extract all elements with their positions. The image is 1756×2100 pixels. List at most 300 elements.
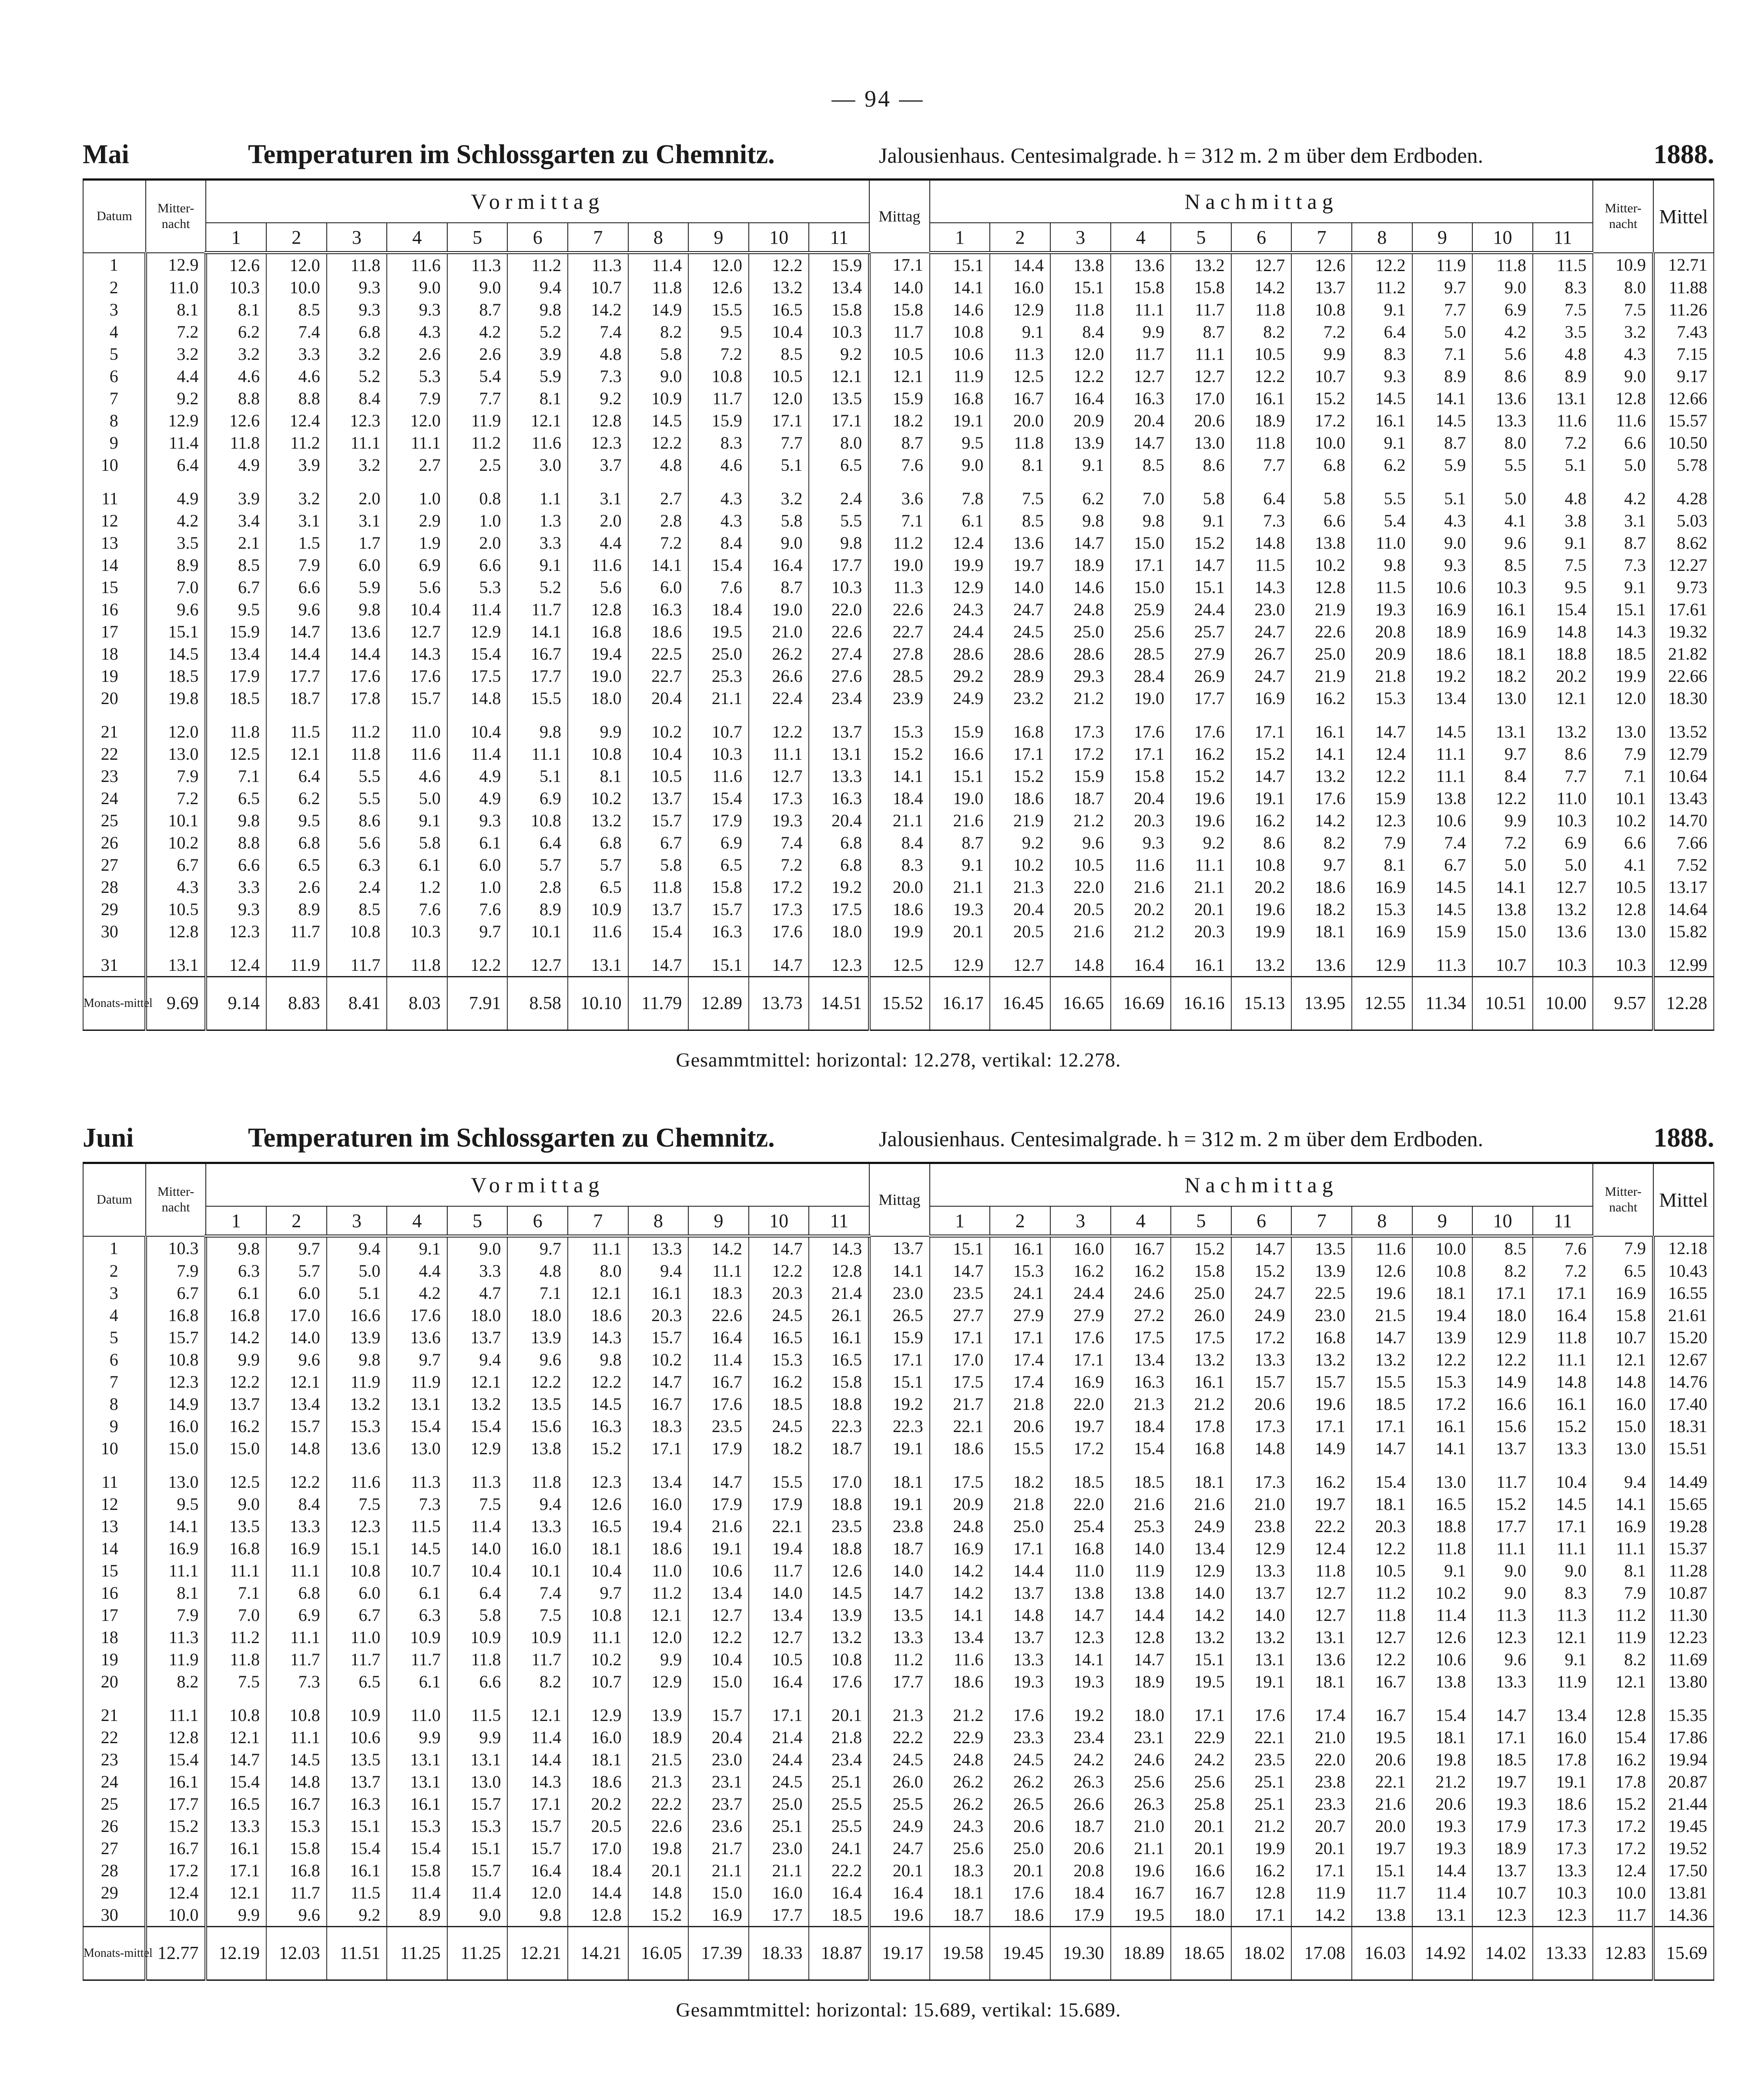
temperature-cell: 16.1 [387, 1793, 447, 1815]
temperature-cell: 16.1 [1171, 1371, 1231, 1393]
temperature-cell: 21.5 [1352, 1304, 1412, 1326]
temperature-cell: 11.6 [1352, 1236, 1412, 1260]
spacer-cell [809, 943, 869, 954]
temperature-cell: 8.4 [688, 532, 749, 554]
temperature-cell: 11.7 [387, 1648, 447, 1671]
temperature-cell: 10.1 [507, 920, 568, 943]
temperature-cell: 10.6 [930, 343, 990, 365]
spacer-cell [1231, 709, 1292, 721]
temperature-cell: 13.6 [387, 1326, 447, 1349]
temperature-cell: 16.9 [1412, 598, 1473, 621]
temperature-cell: 12.3 [568, 1471, 628, 1493]
temperature-cell: 25.0 [990, 1515, 1050, 1537]
temperature-cell: 15.4 [206, 1771, 266, 1793]
temperature-cell: 8.4 [1050, 321, 1111, 343]
temperature-cell: 21.5 [628, 1748, 689, 1771]
temperature-cell: 17.1 [1472, 1282, 1533, 1304]
temperature-cell: 21.6 [1111, 876, 1171, 898]
temperature-cell: 20.9 [930, 1493, 990, 1515]
temperature-cell: 4.6 [387, 765, 447, 787]
temperature-cell: 15.4 [1533, 598, 1593, 621]
temperature-cell: 4.6 [688, 454, 749, 476]
temperature-cell: 13.4 [1533, 1704, 1593, 1726]
temperature-cell: 25.3 [688, 665, 749, 687]
temperature-cell: 20.9 [1352, 643, 1412, 665]
temperature-cell: 18.2 [869, 409, 930, 432]
temperature-cell: 7.9 [1352, 832, 1412, 854]
temperature-cell: 16.4 [749, 1671, 809, 1693]
monthly-mean-cell: 12.28 [1653, 977, 1714, 1030]
temperature-cell: 17.1 [749, 409, 809, 432]
temperature-cell: 20.87 [1653, 1771, 1714, 1793]
temperature-cell: 17.9 [1472, 1815, 1533, 1837]
temperature-cell: 11.8 [1231, 432, 1292, 454]
temperature-table [83, 1162, 1714, 1981]
hour-header: 2 [990, 1206, 1050, 1236]
day-cell: 3 [83, 1282, 146, 1304]
temperature-cell: 11.1 [146, 1560, 206, 1582]
temperature-cell: 13.1 [387, 1393, 447, 1415]
temperature-cell: 9.5 [1533, 576, 1593, 598]
year-label: 1888. [1653, 1123, 1714, 1153]
temperature-cell: 18.6 [628, 1537, 689, 1560]
temperature-cell: 3.5 [1533, 321, 1593, 343]
temperature-cell: 14.1 [869, 1260, 930, 1282]
temperature-cell: 5.6 [1472, 343, 1533, 365]
temperature-cell: 11.2 [206, 1626, 266, 1648]
monthly-mean-cell: 14.51 [809, 977, 869, 1030]
temperature-cell: 16.2 [749, 1371, 809, 1393]
temperature-cell: 23.0 [1231, 598, 1292, 621]
temperature-cell: 18.5 [1472, 1748, 1533, 1771]
spacer-cell [628, 943, 689, 954]
temperature-cell: 10.7 [1291, 365, 1352, 387]
temperature-cell: 12.8 [568, 409, 628, 432]
temperature-cell: 8.2 [1231, 321, 1292, 343]
hour-header: 8 [1352, 1206, 1412, 1236]
temperature-cell: 5.5 [1352, 487, 1412, 510]
temperature-cell: 25.1 [809, 1771, 869, 1793]
temperature-cell: 2.0 [327, 487, 387, 510]
monthly-mean-cell: 9.57 [1593, 977, 1653, 1030]
temperature-cell: 25.6 [1171, 1771, 1231, 1793]
spacer-cell [1653, 943, 1714, 954]
temperature-cell: 9.2 [146, 387, 206, 409]
table-row [83, 621, 1714, 643]
temperature-cell: 13.4 [809, 276, 869, 299]
temperature-cell: 16.1 [1171, 954, 1231, 977]
temperature-cell: 16.3 [1111, 387, 1171, 409]
spacer-cell [1352, 1693, 1412, 1704]
temperature-cell: 8.1 [146, 299, 206, 321]
temperature-cell: 13.7 [990, 1626, 1050, 1648]
temperature-cell: 16.4 [507, 1859, 568, 1882]
temperature-cell: 22.0 [1291, 1748, 1352, 1771]
temperature-cell: 15.9 [869, 1326, 930, 1349]
temperature-cell: 19.3 [1352, 598, 1412, 621]
hour-header: 10 [1472, 1206, 1533, 1236]
day-cell: 17 [83, 621, 146, 643]
spacer-cell [1533, 943, 1593, 954]
temperature-cell: 18.0 [809, 920, 869, 943]
temperature-cell: 11.3 [146, 1626, 206, 1648]
temperature-cell: 7.2 [628, 532, 689, 554]
temperature-cell: 10.8 [146, 1349, 206, 1371]
temperature-cell: 18.7 [869, 1537, 930, 1560]
temperature-cell: 21.6 [1050, 920, 1111, 943]
temperature-cell: 13.4 [688, 1582, 749, 1604]
monthly-mean-cell: 16.69 [1111, 977, 1171, 1030]
temperature-cell: 11.5 [1231, 554, 1292, 576]
temperature-cell: 10.7 [688, 721, 749, 743]
temperature-cell: 12.7 [1352, 1626, 1412, 1648]
temperature-cell: 9.7 [507, 1236, 568, 1260]
temperature-cell: 23.2 [990, 687, 1050, 709]
temperature-cell: 24.4 [749, 1748, 809, 1771]
temperature-cell: 8.5 [327, 898, 387, 920]
temperature-cell: 25.7 [1171, 621, 1231, 643]
temperature-cell: 12.8 [568, 598, 628, 621]
temperature-cell: 11.3 [990, 343, 1050, 365]
temperature-cell: 10.8 [327, 1560, 387, 1582]
temperature-cell: 19.8 [1412, 1748, 1473, 1771]
temperature-cell: 12.7 [1171, 365, 1231, 387]
temperature-cell: 18.0 [1472, 1304, 1533, 1326]
temperature-cell: 23.5 [809, 1515, 869, 1537]
spacer-cell [1472, 709, 1533, 721]
monthly-mean-row [83, 1927, 1714, 1980]
temperature-cell: 13.9 [507, 1326, 568, 1349]
temperature-cell: 10.4 [749, 321, 809, 343]
temperature-cell: 12.0 [146, 721, 206, 743]
spacer-cell [1231, 476, 1292, 487]
temperature-cell: 14.4 [266, 643, 327, 665]
temperature-cell: 26.3 [1111, 1793, 1171, 1815]
temperature-cell: 13.3 [1231, 1349, 1292, 1371]
hour-header: 4 [1111, 1206, 1171, 1236]
temperature-cell: 12.7 [749, 765, 809, 787]
temperature-cell: 9.0 [1412, 532, 1473, 554]
temperature-cell: 12.6 [1352, 1260, 1412, 1282]
temperature-cell: 28.9 [990, 665, 1050, 687]
temperature-cell: 11.2 [869, 532, 930, 554]
temperature-cell: 18.5 [146, 665, 206, 687]
temperature-cell: 11.1 [266, 1560, 327, 1582]
temperature-cell: 10.7 [387, 1560, 447, 1582]
temperature-cell: 20.6 [990, 1415, 1050, 1437]
temperature-cell: 18.1 [1472, 643, 1533, 665]
temperature-cell: 17.9 [1050, 1904, 1111, 1927]
temperature-cell: 13.2 [1291, 765, 1352, 787]
table-row [83, 920, 1714, 943]
temperature-cell: 21.8 [809, 1726, 869, 1748]
temperature-cell: 15.2 [1231, 1260, 1292, 1282]
temperature-cell: 11.4 [447, 743, 508, 765]
temperature-cell: 12.4 [206, 954, 266, 977]
temperature-cell: 15.0 [1111, 576, 1171, 598]
temperature-cell: 18.2 [749, 1437, 809, 1459]
temperature-cell: 20.0 [1352, 1815, 1412, 1837]
monthly-mean-cell: 9.14 [206, 977, 266, 1030]
day-cell: 19 [83, 1648, 146, 1671]
hour-header: 6 [1231, 223, 1292, 253]
temperature-cell: 6.3 [327, 854, 387, 876]
temperature-cell: 21.1 [930, 876, 990, 898]
temperature-cell: 24.4 [930, 621, 990, 643]
temperature-cell: 6.4 [447, 1582, 508, 1604]
temperature-cell: 1.1 [507, 487, 568, 510]
table-row [83, 1793, 1714, 1815]
temperature-cell: 17.1 [507, 1793, 568, 1815]
temperature-cell: 9.73 [1653, 576, 1714, 598]
temperature-cell: 24.9 [1171, 1515, 1231, 1537]
temperature-cell: 16.4 [1111, 954, 1171, 977]
temperature-cell: 14.8 [1533, 1371, 1593, 1393]
temperature-cell: 13.9 [327, 1326, 387, 1349]
temperature-cell: 13.4 [266, 1393, 327, 1415]
temperature-cell: 11.0 [1352, 532, 1412, 554]
temperature-cell: 16.9 [930, 1537, 990, 1560]
temperature-cell: 9.9 [1111, 321, 1171, 343]
monthly-mean-cell: 11.34 [1412, 977, 1473, 1030]
temperature-cell: 9.1 [1352, 432, 1412, 454]
temperature-cell: 18.6 [990, 1904, 1050, 1927]
spacer-cell [387, 1459, 447, 1471]
temperature-cell: 18.7 [1050, 787, 1111, 809]
temperature-cell: 16.0 [568, 1726, 628, 1748]
day-cell: 4 [83, 1304, 146, 1326]
temperature-cell: 4.2 [1472, 321, 1533, 343]
temperature-cell: 9.4 [507, 1493, 568, 1515]
temperature-cell: 8.4 [266, 1493, 327, 1515]
temperature-cell: 25.6 [1111, 621, 1171, 643]
temperature-cell: 21.1 [1111, 1837, 1171, 1859]
temperature-cell: 4.4 [146, 365, 206, 387]
temperature-cell: 11.5 [327, 1882, 387, 1904]
temperature-cell: 15.7 [447, 1793, 508, 1815]
temperature-cell: 7.5 [1593, 299, 1653, 321]
temperature-cell: 7.0 [1111, 487, 1171, 510]
spacer-cell [1533, 1693, 1593, 1704]
temperature-cell: 11.3 [1412, 954, 1473, 977]
temperature-cell: 18.8 [809, 1493, 869, 1515]
spacer-cell [1352, 1459, 1412, 1471]
temperature-cell: 10.4 [387, 598, 447, 621]
temperature-cell: 11.1 [146, 1704, 206, 1726]
temperature-cell: 15.6 [1472, 1415, 1533, 1437]
temperature-cell: 13.7 [206, 1393, 266, 1415]
temperature-cell: 11.4 [507, 1726, 568, 1748]
temperature-cell: 14.1 [930, 276, 990, 299]
temperature-cell: 16.1 [1472, 598, 1533, 621]
temperature-cell: 9.6 [266, 1904, 327, 1927]
temperature-cell: 13.1 [1291, 1626, 1352, 1648]
temperature-cell: 10.5 [146, 898, 206, 920]
temperature-cell: 21.3 [1111, 1393, 1171, 1415]
temperature-cell: 17.0 [1171, 387, 1231, 409]
temperature-cell: 15.3 [869, 721, 930, 743]
day-cell: 22 [83, 743, 146, 765]
temperature-cell: 16.1 [1533, 1393, 1593, 1415]
temperature-cell: 11.3 [447, 1471, 508, 1493]
temperature-cell: 22.2 [1291, 1515, 1352, 1537]
temperature-cell: 28.6 [990, 643, 1050, 665]
temperature-cell: 19.3 [749, 809, 809, 832]
temperature-cell: 10.9 [568, 898, 628, 920]
temperature-cell: 5.4 [447, 365, 508, 387]
spacer-cell [749, 709, 809, 721]
temperature-cell: 3.4 [206, 510, 266, 532]
temperature-cell: 16.7 [1111, 1236, 1171, 1260]
spacer-cell [146, 476, 206, 487]
temperature-cell: 10.3 [1533, 1882, 1593, 1904]
temperature-cell: 7.4 [507, 1582, 568, 1604]
temperature-cell: 16.3 [327, 1793, 387, 1815]
temperature-cell: 8.4 [1472, 765, 1533, 787]
temperature-cell: 8.1 [1593, 1560, 1653, 1582]
temperature-cell: 9.3 [1412, 554, 1473, 576]
temperature-cell: 13.9 [1291, 1260, 1352, 1282]
temperature-cell: 13.2 [1352, 1349, 1412, 1371]
spacer-cell [809, 1459, 869, 1471]
temperature-cell: 15.1 [447, 1837, 508, 1859]
temperature-cell: 16.9 [1352, 876, 1412, 898]
temperature-cell: 14.7 [628, 954, 689, 977]
temperature-cell: 19.1 [930, 409, 990, 432]
temperature-cell: 25.0 [749, 1793, 809, 1815]
temperature-cell: 19.28 [1653, 1515, 1714, 1537]
temperature-cell: 11.7 [1472, 1471, 1533, 1493]
temperature-cell: 9.17 [1653, 365, 1714, 387]
temperature-cell: 13.3 [1231, 1560, 1292, 1582]
temperature-cell: 12.1 [628, 1604, 689, 1626]
temperature-cell: 17.0 [930, 1349, 990, 1371]
section-june [83, 1114, 1714, 2021]
spacer-cell [809, 709, 869, 721]
temperature-cell: 21.4 [809, 1282, 869, 1304]
temperature-cell: 13.2 [568, 809, 628, 832]
temperature-cell: 14.5 [1412, 876, 1473, 898]
monthly-mean-cell: 16.05 [628, 1927, 689, 1980]
temperature-cell: 17.1 [1472, 1726, 1533, 1748]
temperature-cell: 5.9 [1412, 454, 1473, 476]
table-row [83, 1471, 1714, 1493]
temperature-cell: 12.0 [507, 1882, 568, 1904]
temperature-cell: 13.5 [206, 1515, 266, 1537]
temperature-cell: 18.5 [809, 1904, 869, 1927]
temperature-cell: 17.1 [1291, 1859, 1352, 1882]
temperature-cell: 21.2 [1111, 920, 1171, 943]
spacer-cell [688, 709, 749, 721]
temperature-cell: 16.7 [1111, 1882, 1171, 1904]
temperature-cell: 23.3 [1291, 1793, 1352, 1815]
day-cell: 22 [83, 1726, 146, 1748]
temperature-cell: 18.6 [1291, 876, 1352, 898]
temperature-cell: 6.7 [146, 1282, 206, 1304]
temperature-cell: 14.0 [990, 576, 1050, 598]
temperature-cell: 20.8 [1050, 1859, 1111, 1882]
temperature-cell: 9.9 [1472, 809, 1533, 832]
temperature-cell: 4.3 [688, 510, 749, 532]
temperature-cell: 6.5 [688, 854, 749, 876]
temperature-cell: 13.2 [1171, 1626, 1231, 1648]
temperature-cell: 2.0 [568, 510, 628, 532]
temperature-cell: 15.7 [387, 687, 447, 709]
temperature-cell: 18.5 [1352, 1393, 1412, 1415]
temperature-cell: 11.3 [447, 253, 508, 277]
temperature-cell: 9.6 [1472, 1648, 1533, 1671]
temperature-cell: 5.6 [327, 832, 387, 854]
temperature-cell: 11.5 [447, 1704, 508, 1726]
temperature-cell: 14.2 [930, 1582, 990, 1604]
day-cell: 23 [83, 1748, 146, 1771]
temperature-cell: 9.9 [1291, 343, 1352, 365]
temperature-cell: 14.2 [1291, 1904, 1352, 1927]
temperature-cell: 14.76 [1653, 1371, 1714, 1393]
temperature-cell: 15.1 [688, 954, 749, 977]
temperature-cell: 25.1 [749, 1815, 809, 1837]
table-row [83, 1537, 1714, 1560]
temperature-cell: 14.0 [1171, 1582, 1231, 1604]
temperature-cell: 16.8 [146, 1304, 206, 1326]
spacer-cell [809, 476, 869, 487]
temperature-cell: 18.0 [568, 687, 628, 709]
temperature-cell: 19.3 [1472, 1793, 1533, 1815]
temperature-cell: 4.6 [266, 365, 327, 387]
day-cell: 10 [83, 454, 146, 476]
hour-header: 11 [1533, 223, 1593, 253]
temperature-cell: 13.1 [1472, 721, 1533, 743]
temperature-cell: 15.8 [266, 1837, 327, 1859]
temperature-cell: 25.0 [1291, 643, 1352, 665]
temperature-cell: 20.6 [1412, 1793, 1473, 1815]
temperature-cell: 22.6 [869, 598, 930, 621]
temperature-cell: 10.4 [628, 743, 689, 765]
temperature-cell: 11.1 [688, 1260, 749, 1282]
temperature-cell: 8.7 [447, 299, 508, 321]
spacer-cell [447, 1693, 508, 1704]
temperature-cell: 19.6 [1171, 787, 1231, 809]
temperature-cell: 9.6 [266, 598, 327, 621]
temperature-cell: 15.8 [688, 876, 749, 898]
temperature-cell: 12.71 [1653, 253, 1714, 277]
spacer-cell [1412, 1459, 1473, 1471]
day-cell: 5 [83, 1326, 146, 1349]
spacer-cell [1111, 943, 1171, 954]
spacer-cell [1050, 1459, 1111, 1471]
temperature-cell: 13.0 [1593, 721, 1653, 743]
temperature-cell: 15.4 [1111, 1437, 1171, 1459]
temperature-cell: 24.5 [869, 1748, 930, 1771]
mittel-header: Mittel [1653, 1163, 1714, 1236]
temperature-cell: 19.7 [1472, 1771, 1533, 1793]
spacer-cell [266, 1459, 327, 1471]
temperature-cell: 11.2 [1593, 1604, 1653, 1626]
spacer-cell [447, 476, 508, 487]
monthly-mean-cell: 16.03 [1352, 1927, 1412, 1980]
temperature-cell: 14.3 [387, 643, 447, 665]
temperature-cell: 18.9 [1050, 554, 1111, 576]
temperature-cell: 13.1 [1533, 387, 1593, 409]
temperature-cell: 24.3 [930, 1815, 990, 1837]
temperature-cell: 13.0 [146, 1471, 206, 1493]
temperature-cell: 7.2 [688, 343, 749, 365]
temperature-cell: 5.8 [447, 1604, 508, 1626]
temperature-cell: 21.82 [1653, 643, 1714, 665]
temperature-cell: 6.0 [266, 1282, 327, 1304]
hour-header: 2 [266, 223, 327, 253]
temperature-cell: 11.6 [568, 920, 628, 943]
